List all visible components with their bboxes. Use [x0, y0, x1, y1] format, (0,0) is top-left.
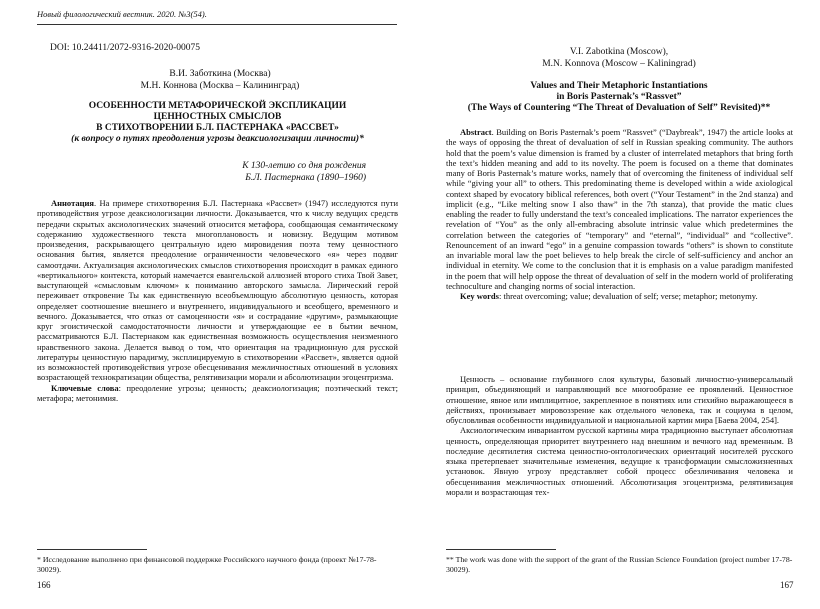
- author-line: V.I. Zabotkina (Moscow),: [569, 47, 669, 57]
- title-ru: [30, 101, 405, 145]
- abstract-en: [446, 127, 793, 301]
- footnote-rule: [37, 549, 147, 550]
- abstract-text: . На примере стихотворения Б.Л. Пастернака «Рассвет» (1947) исследуются пути противодействия угрозе деаксиологизации личности. Доказывается, что к числу ведущих средств передачи скрытых аксиологических значений относится метафора, сообщающая семантическому содержанию художественного текста многоплановость и новизну. Ведущим мотивом произведения, раскрывающего центральную идею мировидения поэта тему ценностного основания бытия, является преодоление ограниченности человеческого «я» через подвиг самоотдачи. Актуализация аксиологических смыслов стихотворения происходит в рамках единого «вертикального» контекста, который намечается евангельской аллюзией второго стиха Твой Завет, выступающей «смысловым ключом» к пониманию авторского замысла. Лирический герой переживает откровение Ты как единственную всеобъемлющую абсолютную ценность, которая определяет соотношение внешнего и внутреннего, индивидуального и всеобщего, временного и вечного. Доказывается, что отказ от самоценности «я» и сострадание «другим», размыкающие круг эгоистической самодостаточности личности и утверждающие ее в бытии вечном, рассматриваются Б.Л. Пастернаком как единственная возможность осуществления неизменного нравственного закона. Делается вывод о том, что ориентация на традиционную для русской литературы ценностную парадигму, эксплицируемую в стихотворении «Рассвет», является одной из возможностей противодействия угрозе обесценивания межличностных отношений в условиях возрастающей технократизации общества, релятивизации морали и абсолютизации эгоцентризма.: [37, 198, 398, 383]
- author-line: М.Н. Коннова (Москва – Калининград): [140, 80, 300, 91]
- keywords-label: Key words: [460, 291, 499, 301]
- title-line: in Boris Pasternak’s “Rassvet”: [556, 92, 682, 102]
- keywords-text: : threat overcoming; value; devaluation of self; verse; metaphor; metonymy.: [498, 291, 758, 301]
- title-line: Values and Their Metaphoric Instantiations: [530, 81, 708, 91]
- abstract-text: . Building on Boris Pasternak’s poem “Rassvet” (“Daybreak”, 1947) the article looks at the ways of opposing the threat of devaluation of self in Russian speaking community. The authors hold that the poem’s value dimension is framed by a cluster of interrelated metaphors that bring forth the text’s hidden meaning and add to its novelty. The poem is focused on a theme that dominates many of Boris Pasternak’s mature works, namely that of overcoming the finiteness of individual self while “giving your all” to others. This predominating theme is developed within a wide axiological context shaped by evocatory biblical references, both overt (“Your Testament” in the 2nd stanza) and implicit (e.g., “Like melting snow I also thaw” in the 7th stanza), that provide the matic clues enabling the reader to fully understand the text’s concealed implications. The narrator experiences the revelation of “You” as the only all-embracing absolute intrinsic value which predetermines the correlation between the categories of “temporary” and “eternal”, “individual” and “collective”. Renouncement of an inward “ego” in a genuine compassion towards “others” is shown to constitute an invariable moral law the poet believes to help break the circle of self-sufficiency and anchor an individual in eternity. We come to the conclusion that it is emphasis on a value paradigm manifested in the poem that will help oppose the threat of devaluation of self in the modern world of proliferating technoculture and changing norms of social interaction.: [446, 127, 793, 291]
- title-line: ОСОБЕННОСТИ МЕТАФОРИЧЕСКОЙ ЭКСПЛИКАЦИИ: [88, 101, 347, 111]
- keywords-text: : преодоление угрозы; ценность; деаксиологизация; поэтический текст; метафора; метонимия.: [37, 382, 399, 403]
- footnote-ru: * Исследование выполнено при финансовой поддержке Российского научного фонда (проект №17-78-30029).: [37, 555, 377, 574]
- authors-ru: [40, 69, 400, 92]
- right-page: [410, 0, 820, 609]
- dedication: [242, 160, 366, 184]
- doi: DOI: 10.24411/2072-9316-2020-00075: [50, 43, 201, 53]
- header-rule: [37, 24, 397, 25]
- author-line: M.N. Konnova (Moscow – Kaliningrad): [542, 58, 696, 69]
- title-en: [434, 81, 804, 114]
- abstract-label: Abstract: [460, 127, 492, 137]
- journal-header: Новый филологический вестник. 2020. №3(54).: [37, 9, 207, 19]
- subtitle: (к вопросу о путях преодоления угрозы деаксиологизации личности)*: [71, 134, 364, 144]
- title-line: ЦЕННОСТНЫХ СМЫСЛОВ: [153, 112, 282, 122]
- keywords-label: Ключевые слова: [51, 382, 119, 393]
- dedication-line: Б.Л. Пастернака (1890–1960): [245, 173, 366, 183]
- abstract-ru: [37, 198, 398, 403]
- dedication-line: К 130-летию со дня рождения: [242, 161, 366, 171]
- paragraph: Ценность – основание глубинного слоя культуры, базовый личностно-универсальный принцип, объединяющий и направляющий все многообразие ее проявлений. Ценностное отношение, явное или имплицитное, закрепленное в понятиях или стихийно выражающееся в действиях, пронизывает мировоззрение как отдельного человека, так и социума в целом, обусловливая особенности индивидуальной и национальной картин мира [Баева 2004, 254].: [446, 374, 793, 425]
- footnote-rule: [446, 549, 556, 550]
- title-line: (The Ways of Countering “The Threat of Devaluation of Self” Revisited)**: [467, 103, 771, 113]
- author-line: В.И. Заботкина (Москва): [169, 69, 271, 79]
- main-text: [446, 374, 793, 497]
- abstract-label: Аннотация: [51, 198, 94, 208]
- page-number-left: 166: [37, 580, 51, 590]
- paragraph: Аксиологическим инвариантом русской картины мира традиционно выступает абсолютная ценность, определяющая приоритет внутреннего над внешним и вечного над временным. В последние десятилетия система ценностно-онтологических ориентаций носителей русского языка претерпевает значительные изменения, ведущие к трансформации смысложизненных установок. Явную угрозу представляет собой процесс обезличивания человека и обесценивания межличностных отношений. Абсолютизация эгоцентризма, релятивизация морали и возрастающая тех-: [446, 425, 793, 497]
- footnote-en: ** The work was done with the support of the grant of the Russian Science Foundation (project number 17-78-30029).: [446, 555, 793, 574]
- page-number-right: 167: [780, 580, 794, 590]
- title-line: В СТИХОТВОРЕНИИ Б.Л. ПАСТЕРНАКА «РАССВЕТ»: [96, 123, 339, 133]
- authors-en: [446, 47, 792, 70]
